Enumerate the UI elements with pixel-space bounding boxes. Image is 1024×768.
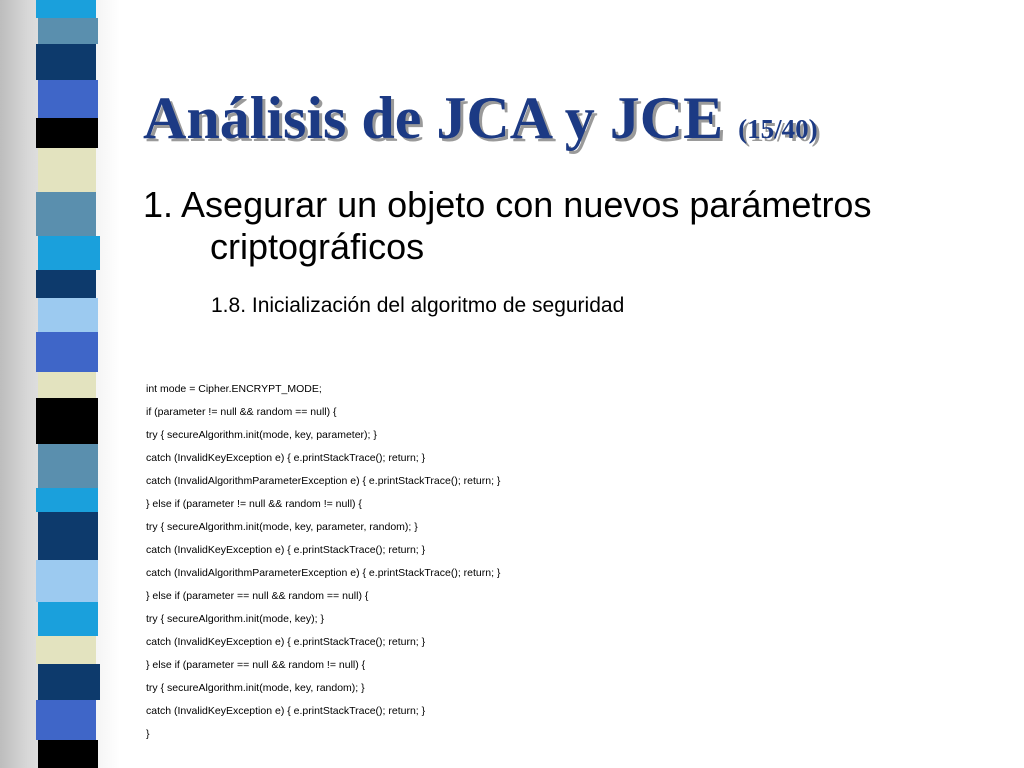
main-bullet: [143, 184, 983, 268]
stripe-block: [36, 332, 98, 372]
stripe-block: [38, 80, 98, 118]
stripe-block: [38, 602, 98, 636]
stripe-block: [38, 148, 96, 192]
code-line: } else if (parameter == null && random != null) {: [146, 659, 366, 671]
stripe-block: [36, 488, 98, 512]
sub-bullet: 1.8. Inicialización del algoritmo de seguridad: [211, 294, 625, 317]
stripe-block: [38, 444, 98, 488]
code-line: try { secureAlgorithm.init(mode, key); }: [146, 613, 324, 625]
code-line: catch (InvalidKeyException e) { e.printStackTrace(); return; }: [146, 636, 426, 648]
code-line: catch (InvalidAlgorithmParameterException e) { e.printStackTrace(); return; }: [146, 567, 501, 579]
stripe-block: [38, 298, 98, 332]
stripe-block: [36, 636, 96, 664]
decorative-stripe-bar: [36, 0, 100, 768]
stripe-block: [36, 560, 98, 602]
stripe-block: [36, 700, 96, 740]
slide-counter: (15/40): [738, 114, 818, 144]
stripe-block: [38, 372, 96, 398]
code-line: }: [146, 728, 150, 740]
code-line: catch (InvalidKeyException e) { e.printStackTrace(); return; }: [146, 705, 426, 717]
main-bullet-text: 1. Asegurar un objeto con nuevos parámetros criptográficos: [143, 184, 872, 267]
stripe-block: [38, 740, 98, 768]
code-line: catch (InvalidKeyException e) { e.printStackTrace(); return; }: [146, 544, 426, 556]
stripe-block: [36, 0, 96, 18]
code-line: catch (InvalidKeyException e) { e.printStackTrace(); return; }: [146, 452, 426, 464]
stripe-block: [36, 398, 98, 444]
code-line: try { secureAlgorithm.init(mode, key, random); }: [146, 682, 365, 694]
code-line: catch (InvalidAlgorithmParameterException e) { e.printStackTrace(); return; }: [146, 475, 501, 487]
slide-title: [143, 84, 818, 163]
code-block: [146, 380, 500, 748]
stripe-block: [36, 270, 96, 298]
code-line: } else if (parameter == null && random == null) {: [146, 590, 369, 602]
stripe-block: [38, 18, 98, 44]
stripe-block: [36, 44, 96, 80]
code-line: try { secureAlgorithm.init(mode, key, parameter); }: [146, 429, 377, 441]
code-line: try { secureAlgorithm.init(mode, key, parameter, random); }: [146, 521, 418, 533]
code-line: } else if (parameter != null && random != null) {: [146, 498, 362, 510]
stripe-block: [38, 512, 98, 560]
stripe-block: [38, 236, 100, 270]
stripe-block: [38, 664, 100, 700]
stripe-block: [36, 118, 98, 148]
code-line: int mode = Cipher.ENCRYPT_MODE;: [146, 383, 322, 395]
title-text: Análisis de JCA y JCE: [143, 85, 724, 151]
code-line: if (parameter != null && random == null) {: [146, 406, 337, 418]
stripe-block: [36, 192, 96, 236]
